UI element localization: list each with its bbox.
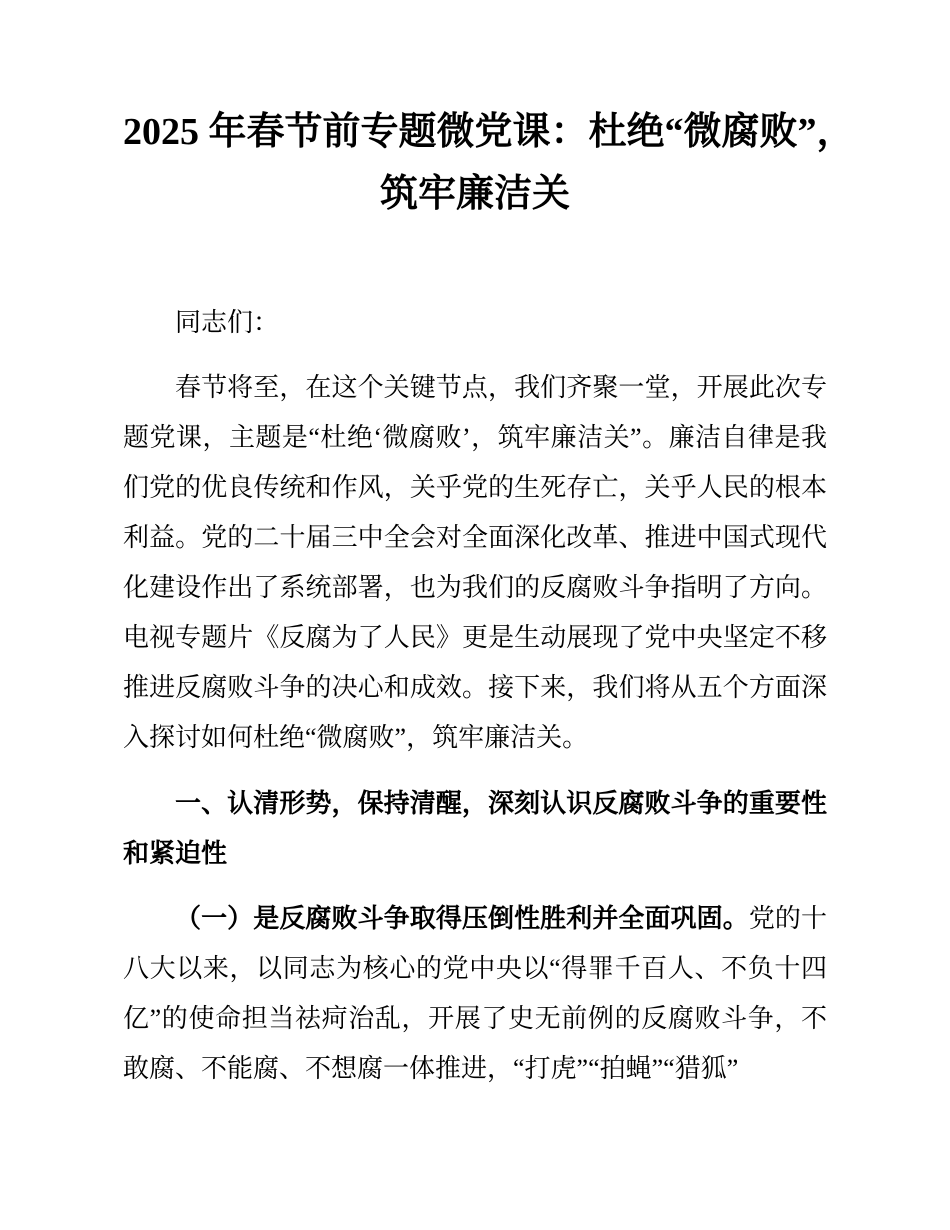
salutation-paragraph: 同志们： [175, 308, 280, 337]
section-1-sub-1-text: 党的十八大以来，以同志为核心的党中央以“得罪千百人、不负十四亿”的使命担当祛疴治乱，开展了史无前例的反腐败斗争，不敢腐、不能腐、不想腐一体推进，“打虎”“拍蝇”“猎狐” [123, 904, 827, 1083]
document-title [123, 101, 855, 225]
document-title-line-2: 筑牢廉洁关 [379, 173, 570, 215]
section-1-heading: 一、认清形势，保持清醒，深刻认识反腐败斗争的重要性和紧迫性 [123, 788, 827, 868]
document-title-line-1: 2025 年春节前专题微党课：杜绝“微腐败”， [123, 111, 855, 153]
section-1-sub-1-lead: （一）是反腐败斗争取得压倒性胜利并全面巩固。 [175, 903, 749, 933]
section-1-sub-1-paragraph [123, 893, 827, 1094]
intro-paragraph: 春节将至，在这个关键节点，我们齐聚一堂，开展此次专题党课，主题是“杜绝‘微腐败’，筑牢廉洁关”。廉洁自律是我们党的优良传统和作风，关乎党的生死存亡，关乎人民的根本利益。党的二十届三中全会对全面深化改革、推进中国式现代化建设作出了系统部署，也为我们的反腐败斗争指明了方向。电视专题片《反腐为了人民》更是生动展现了党中央坚定不移推进反腐败斗争的决心和成效。接下来，我们将从五个方面深入探讨如何杜绝“微腐败”，筑牢廉洁关。 [123, 373, 827, 752]
